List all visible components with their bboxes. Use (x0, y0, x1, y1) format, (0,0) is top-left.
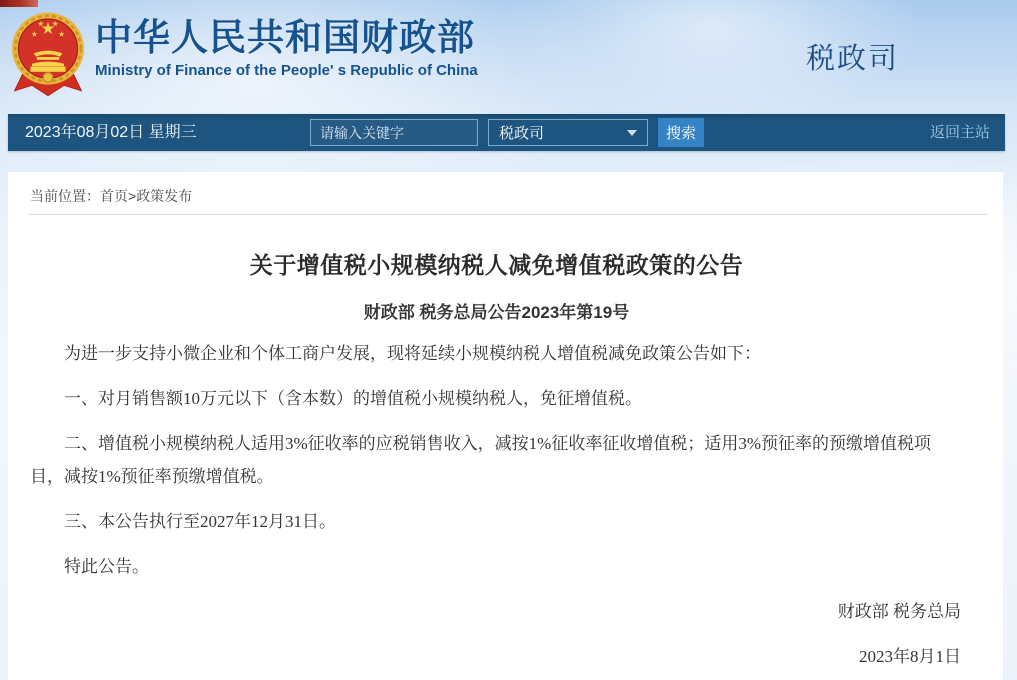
china-national-emblem-icon (8, 10, 88, 100)
document-number: 财政部 税务总局公告2023年第19号 (363, 303, 630, 322)
announcement-title: 关于增值税小规模纳税人减免增值税政策的公告 (249, 252, 744, 278)
paragraph-intro: 为进一步支持小微企业和个体工商户发展，现将延续小规模纳税人增值税减免政策公告如下： (64, 344, 761, 363)
breadcrumb (8, 172, 1003, 206)
site-header (0, 0, 1017, 114)
content-panel (8, 172, 1003, 680)
announcement-article (8, 249, 1003, 673)
top-navbar (8, 114, 1005, 151)
breadcrumb-label: 当前位置： (30, 188, 100, 204)
breadcrumb-divider (28, 214, 988, 215)
department-select-value: 税政司 (499, 125, 545, 142)
return-main-site-link[interactable]: 返回主站 (929, 124, 990, 141)
paragraph-item-1: 一、对月销售额10万元以下（含本数）的增值税小规模纳税人，免征增值税。 (64, 389, 642, 408)
signature: 财政部 税务总局 (837, 602, 961, 621)
current-date: 2023年08月02日 星期三 (25, 124, 197, 141)
chevron-down-icon (627, 130, 637, 136)
search-button[interactable]: 搜索 (658, 118, 704, 147)
breadcrumb-separator: > (128, 188, 137, 204)
site-title: 中华人民共和国财政部 (95, 17, 475, 58)
site-subtitle-english: Ministry of Finance of the People' s Republic of China (95, 62, 478, 79)
paragraph-closing: 特此公告。 (64, 557, 149, 576)
announcement-date: 2023年8月1日 (859, 647, 961, 666)
paragraph-item-2: 二、增值税小规模纳税人适用3%征收率的应税销售收入，减按1%征收率征收增值税；适用3%预征率的预缴增值税项目，减按1%预征率预缴增值税。 (30, 434, 931, 486)
search-input[interactable] (310, 119, 478, 146)
breadcrumb-section-link[interactable]: 政策发布 (136, 188, 193, 204)
department-name: 税政司 (805, 43, 899, 75)
paragraph-item-3: 三、本公告执行至2027年12月31日。 (64, 512, 336, 531)
department-select[interactable] (488, 119, 648, 146)
breadcrumb-home-link[interactable]: 首页 (100, 188, 128, 204)
